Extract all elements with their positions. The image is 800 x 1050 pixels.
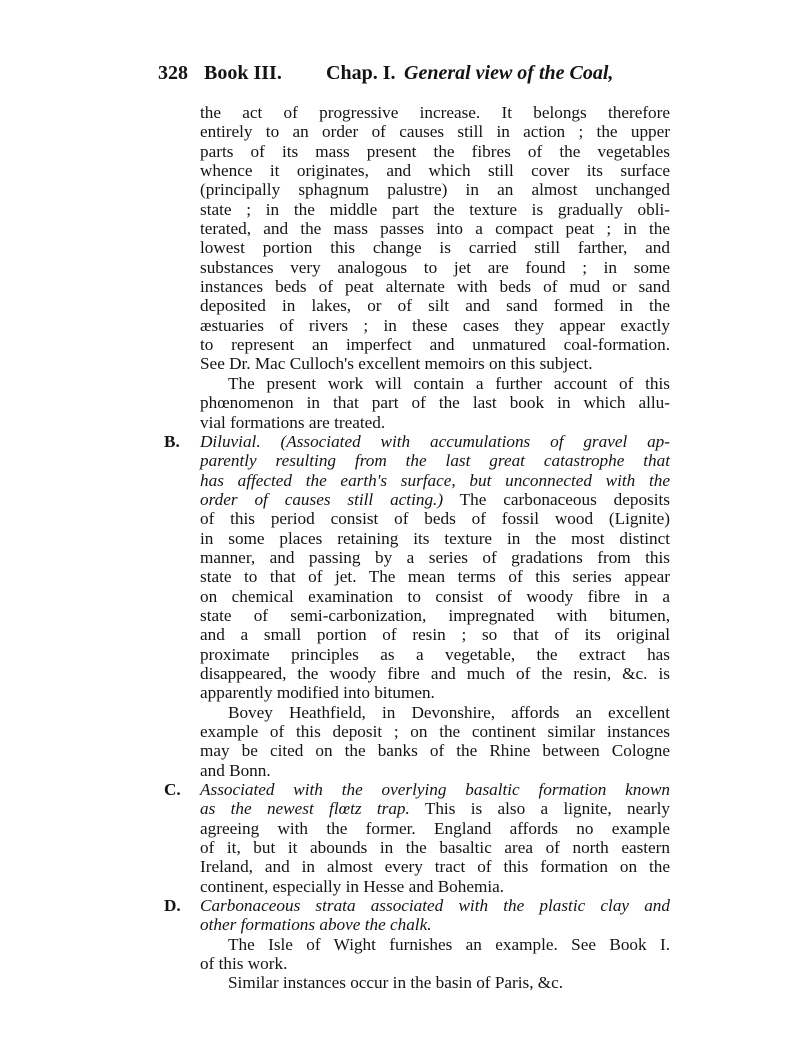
- roman-text: Similar instances occur in the basin of Paris, &c.: [228, 973, 564, 993]
- roman-text: terated, and the mass passes into a compact peat ; in the: [200, 219, 670, 239]
- roman-text: the act of progressive increase. It belongs therefore: [200, 103, 670, 122]
- roman-text: agreeing with the former. England affords no example: [200, 818, 670, 838]
- section-marker: B.: [164, 431, 180, 451]
- roman-text: state of semi-carbonization, impregnated with bitumen,: [200, 605, 670, 625]
- italic-text: order of causes still acting.): [200, 489, 444, 509]
- roman-text: state to that of jet. The mean terms of this series appear: [200, 567, 670, 587]
- italic-text: as the newest flœtz trap.: [200, 799, 410, 819]
- roman-text: and Bonn.: [200, 760, 271, 780]
- running-title: General view of the Coal,: [404, 62, 614, 84]
- text-line: [164, 896, 670, 916]
- roman-text: manner, and passing by a series of gradations from this: [200, 547, 670, 567]
- text-line: [200, 509, 670, 528]
- roman-text: of this period consist of beds of fossil wood (Lignite): [200, 509, 670, 529]
- text-line: [200, 741, 670, 760]
- italic-text: Diluvial. (Associated with accumulations of gravel ap-: [200, 431, 670, 451]
- roman-text: apparently modified into bitumen.: [200, 683, 435, 703]
- text-line: [200, 142, 670, 161]
- roman-text: on chemical examination to consist of woody fibre in a: [200, 586, 670, 606]
- roman-text: may be cited on the banks of the Rhine between Cologne: [200, 741, 670, 761]
- book-label: Book III.: [204, 62, 282, 84]
- text-line: [200, 722, 670, 741]
- text-line: [200, 606, 670, 625]
- text-line: [200, 161, 670, 180]
- text-line: [200, 103, 670, 122]
- text-line: [200, 954, 670, 973]
- text-line: [200, 567, 670, 586]
- text-line: [200, 664, 670, 683]
- roman-text: continent, especially in Hesse and Bohemia.: [200, 876, 505, 896]
- roman-text: parts of its mass present the fibres of the vegetables: [200, 141, 670, 161]
- text-line: [200, 915, 670, 934]
- text-line: [200, 490, 670, 509]
- text-line: [200, 200, 670, 219]
- roman-text: The Isle of Wight furnishes an example. See Book I.: [228, 934, 670, 954]
- roman-text: substances very analogous to jet are found ; in some: [200, 257, 670, 277]
- roman-text: Ireland, and in almost every tract of this formation on the: [200, 857, 670, 877]
- roman-text: The present work will contain a further account of this: [228, 373, 670, 393]
- roman-text: disappeared, the woody fibre and much of the resin, &c. is: [200, 663, 670, 683]
- text-line: [200, 219, 670, 238]
- text-line: [200, 703, 670, 722]
- text-line: [200, 277, 670, 296]
- roman-text: This is also a lignite, nearly: [409, 799, 670, 819]
- roman-text: phœnomenon in that part of the last book in which allu-: [200, 393, 670, 413]
- section-marker: C.: [164, 780, 181, 800]
- text-line: [200, 935, 670, 954]
- italic-text: has affected the earth's surface, but unconnected with the: [200, 470, 670, 490]
- text-line: [200, 973, 670, 992]
- text-line: [200, 122, 670, 141]
- roman-text: to represent an imperfect and unmatured coal-formation.: [200, 335, 670, 355]
- roman-text: deposited in lakes, or of silt and sand formed in the: [200, 296, 670, 316]
- text-line: [200, 857, 670, 876]
- roman-text: of this work.: [200, 954, 288, 974]
- roman-text: proximate principles as a vegetable, the extract has: [200, 644, 670, 664]
- text-line: [200, 335, 670, 354]
- italic-text: Carbonaceous strata associated with the plastic clay and: [200, 896, 670, 916]
- text-line: [200, 258, 670, 277]
- roman-text: in some places retaining its texture in the most distinct: [200, 528, 670, 548]
- italic-text: parently resulting from the last great catastrophe that: [200, 451, 670, 471]
- roman-text: example of this deposit ; on the continent similar instances: [200, 722, 670, 741]
- chapter-label: Chap. I.: [326, 62, 396, 84]
- text-line: [200, 354, 670, 373]
- text-line: [200, 645, 670, 664]
- text-line: [200, 529, 670, 548]
- text-line: [200, 238, 670, 257]
- text-line: [200, 451, 670, 470]
- text-line: [200, 548, 670, 567]
- body-text: [164, 103, 670, 993]
- roman-text: of it, but it abounds in the basaltic area of north eastern: [200, 838, 670, 858]
- section-marker: D.: [164, 896, 181, 916]
- text-line: [200, 413, 670, 432]
- text-line: [200, 180, 670, 199]
- italic-text: other formations above the chalk.: [200, 915, 432, 935]
- text-line: [200, 799, 670, 818]
- roman-text: vial formations are treated.: [200, 412, 386, 432]
- text-line: [200, 819, 670, 838]
- roman-text: instances beds of peat alternate with beds of mud or sand: [200, 277, 670, 297]
- text-line: [200, 761, 670, 780]
- roman-text: See Dr. Mac Culloch's excellent memoirs on this subject.: [200, 354, 593, 374]
- text-line: [200, 316, 670, 335]
- text-line: [200, 296, 670, 315]
- text-line: [164, 431, 670, 451]
- text-line: [200, 471, 670, 490]
- roman-text: entirely to an order of causes still in action ; the upper: [200, 122, 670, 142]
- roman-text: (principally sphagnum palustre) in an almost unchanged: [200, 180, 670, 200]
- roman-text: The carbonaceous deposits: [443, 489, 670, 509]
- italic-text: Associated with the overlying basaltic formation known: [200, 780, 670, 800]
- text-line: [200, 393, 670, 412]
- text-line: [164, 780, 670, 800]
- roman-text: and a small portion of resin ; so that of its original: [200, 625, 670, 645]
- roman-text: whence it originates, and which still cover its surface: [200, 161, 670, 181]
- roman-text: Bovey Heathfield, in Devonshire, affords an excellent: [228, 702, 670, 722]
- text-line: [200, 587, 670, 606]
- page-number: 328: [158, 62, 188, 84]
- roman-text: æstuaries of rivers ; in these cases they appear exactly: [200, 315, 670, 335]
- roman-text: lowest portion this change is carried still farther, and: [200, 238, 670, 258]
- text-line: [200, 374, 670, 393]
- roman-text: state ; in the middle part the texture is gradually obli-: [200, 199, 670, 219]
- text-line: [200, 877, 670, 896]
- text-line: [200, 683, 670, 702]
- text-line: [200, 625, 670, 644]
- running-header: [158, 62, 678, 90]
- text-line: [200, 838, 670, 857]
